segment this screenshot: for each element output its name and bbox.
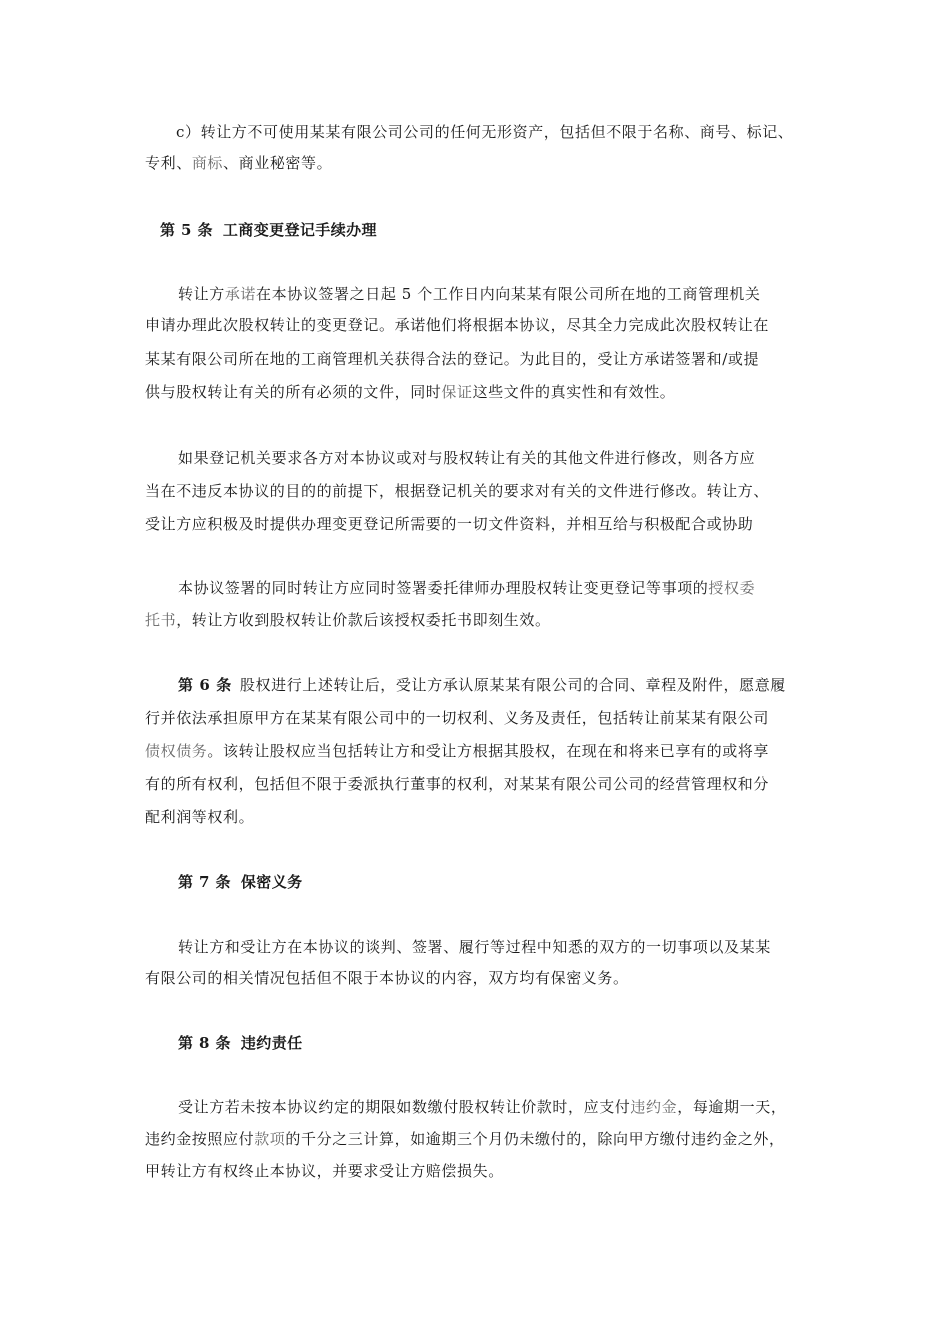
para-5b-line-1: 如果登记机关要求各方对本协议或对与股权转让有关的其他文件进行修改，则各方应 (178, 449, 756, 467)
article-8-number: 第 8 条 (178, 1034, 231, 1052)
para-gray-term: 违约金 (630, 1098, 678, 1116)
article-5-title: 工商变更登记手续办理 (222, 221, 377, 239)
article-6-line-1 (178, 675, 786, 695)
article-5-heading (160, 220, 377, 240)
para-text: 在本协议签署之日起 5 个工作日内向某某有限公司所在地的工商管理机关 (256, 285, 761, 303)
para-gray-term: 保证 (441, 383, 473, 401)
para-c-text: c）转让方不可使用某某有限公司公司的任何无形资产，包括但不限于名称、商号、标记、 (176, 123, 794, 141)
article-7-title: 保密义务 (240, 873, 303, 891)
para-c-gray-term: 商标 (191, 154, 224, 172)
para-5a-line-2: 申请办理此次股权转让的变更登记。承诺他们将根据本协议，尽其全力完成此次股权转让在 (145, 316, 770, 334)
para-gray-term: 承诺 (224, 285, 257, 303)
para-gray-term: 托书 (145, 611, 177, 629)
article-8-heading (178, 1033, 303, 1053)
para-gray-term: 债权债务 (145, 742, 208, 760)
para-8-line-1 (178, 1097, 786, 1117)
para-text: ，每逾期一天， (677, 1098, 787, 1116)
article-8-title: 违约责任 (240, 1034, 303, 1052)
para-text: 受让方若未按本协议约定的期限如数缴付股权转让价款时，应支付 (178, 1098, 631, 1116)
article-6-line-2: 行并依法承担原甲方在某某有限公司中的一切权利、义务及责任，包括转让前某某有限公司 (145, 709, 770, 727)
article-6-line-3 (145, 741, 769, 761)
article-6-line-4: 有的所有权利，包括但不限于委派执行董事的权利，对某某有限公司公司的经营管理权和分 (145, 775, 770, 793)
para-c-line-2 (145, 153, 332, 173)
para-text: ，转让方收到股权转让价款后该授权委托书即刻生效。 (176, 611, 551, 629)
para-5c-line-1 (178, 578, 755, 598)
para-text: 转让方 (178, 285, 225, 303)
para-5a-line-4 (145, 382, 675, 402)
article-6-number: 第 6 条 (178, 676, 232, 694)
para-text: 本协议签署的同时转让方应同时签署委托律师办理股权转让变更登记等事项的 (178, 579, 709, 597)
para-text: 供与股权转让有关的所有必须的文件，同时 (145, 383, 442, 401)
para-5c-line-2 (145, 610, 551, 630)
para-gray-term: 款项 (254, 1130, 286, 1148)
article-5-number: 第 5 条 (160, 221, 213, 239)
article-7-number: 第 7 条 (178, 873, 231, 891)
para-c-text: 、商业秘密等。 (223, 154, 333, 172)
para-5b-line-3: 受让方应积极及时提供办理变更登记所需要的一切文件资料，并相互给与积极配合或协助 (145, 515, 754, 533)
para-text: 违约金按照应付 (145, 1130, 255, 1148)
para-5a-line-3: 某某有限公司所在地的工商管理机关获得合法的登记。为此目的，受让方承诺签署和/或提 (145, 350, 760, 368)
para-5a-line-1 (178, 284, 761, 304)
para-text: 的千分之三计算，如逾期三个月仍未缴付的，除向甲方缴付违约金之外， (285, 1130, 785, 1148)
para-text: 。该转让股权应当包括转让方和受让方根据其股权，在现在和将来已享有的或将享 (207, 742, 770, 760)
para-7-line-2: 有限公司的相关情况包括但不限于本协议的内容，双方均有保密义务。 (145, 969, 629, 987)
para-c-line-1 (176, 122, 793, 142)
para-text: 这些文件的真实性和有效性。 (472, 383, 676, 401)
para-gray-term: 授权委 (708, 579, 756, 597)
article-6-line-5: 配利润等权利。 (145, 808, 255, 826)
para-c-text: 专利、 (145, 154, 192, 172)
para-text: 股权进行上述转让后，受让方承认原某某有限公司的合同、章程及附件，愿意履 (239, 676, 786, 694)
article-7-heading (178, 872, 303, 892)
para-5b-line-2: 当在不违反本协议的目的的前提下，根据登记机关的要求对有关的文件进行修改。转让方、 (145, 482, 770, 500)
para-8-line-3: 甲转让方有权终止本协议，并要求受让方赔偿损失。 (145, 1162, 504, 1180)
para-7-line-1: 转让方和受让方在本协议的谈判、签署、履行等过程中知悉的双方的一切事项以及某某 (178, 938, 771, 956)
para-8-line-2 (145, 1129, 785, 1149)
